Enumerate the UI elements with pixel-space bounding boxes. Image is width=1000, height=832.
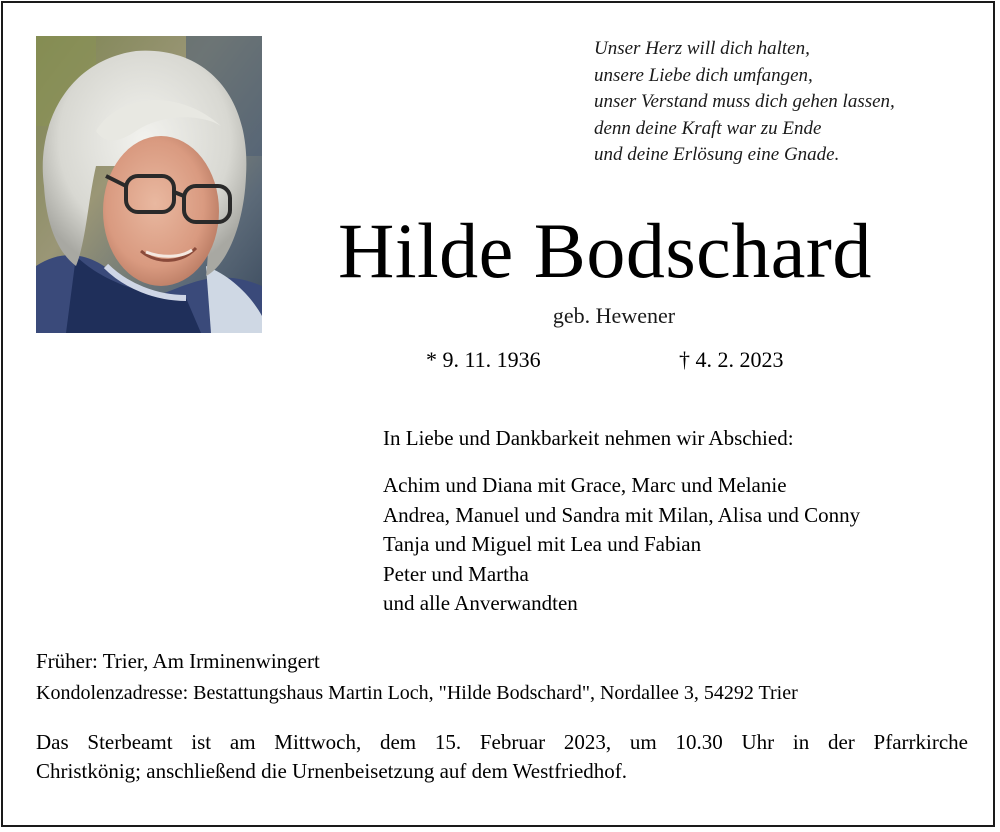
birth-date: * 9. 11. 1936 xyxy=(426,347,541,372)
former-residence: Früher: Trier, Am Irminenwingert xyxy=(36,649,320,673)
birth-name-row xyxy=(0,302,1000,330)
service-line-2: Christkönig; anschließend die Urnenbeisetzung auf dem Westfriedhof. xyxy=(36,759,628,783)
poem-line: denn deine Kraft war zu Ende xyxy=(594,117,822,139)
birth-name: geb. Hewener xyxy=(552,303,676,328)
death-date: † 4. 2. 2023 xyxy=(679,347,784,372)
poem-line: und deine Erlösung eine Gnade. xyxy=(594,144,840,165)
condolence-address: Kondolenzadresse: Bestattungshaus Martin Loch, "Hilde Bodschard", Nordallee 3, 54292 Trier xyxy=(36,682,798,704)
mourner-line: Andrea, Manuel und Sandra mit Milan, Alisa und Conny xyxy=(383,502,861,527)
deceased-name: Hilde Bodschard xyxy=(338,207,872,294)
mourners-list xyxy=(383,471,860,619)
funeral-service-info xyxy=(36,728,968,786)
mourner-line: und alle Anverwandten xyxy=(383,591,578,615)
poem-line: Unser Herz will dich halten, xyxy=(594,38,810,59)
service-line-1: Das Sterbeamt ist am Mittwoch, dem 15. Februar 2023, um 10.30 Uhr in der Pfarrkirche xyxy=(36,730,968,754)
mourner-line: Achim und Diana mit Grace, Marc und Melanie xyxy=(383,473,787,497)
mourner-line: Peter und Martha xyxy=(383,561,529,586)
portrait-photo xyxy=(36,36,262,333)
farewell-text: In Liebe und Dankbarkeit nehmen wir Abschied: xyxy=(383,426,794,450)
mourner-line: Tanja und Miguel mit Lea und Fabian xyxy=(383,532,702,556)
poem-line: unser Verstand muss dich gehen lassen, xyxy=(594,91,895,112)
poem-line: unsere Liebe dich umfangen, xyxy=(594,64,813,86)
poem xyxy=(594,36,895,169)
